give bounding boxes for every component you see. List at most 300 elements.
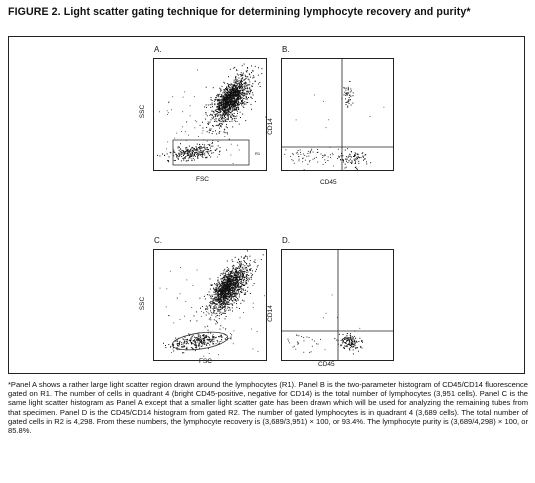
event-dot	[190, 154, 191, 155]
event-dot	[238, 109, 239, 110]
event-dot	[230, 333, 231, 334]
event-dot	[224, 277, 225, 278]
event-dot	[296, 120, 297, 121]
event-dot	[199, 343, 200, 344]
event-dot	[243, 93, 244, 94]
event-dot	[218, 336, 219, 337]
event-dot	[354, 156, 355, 157]
event-dot	[359, 338, 360, 339]
event-dot	[235, 92, 236, 93]
event-dot	[238, 271, 239, 272]
event-dot	[297, 344, 298, 345]
event-dot	[234, 86, 235, 87]
event-dot	[343, 87, 344, 88]
event-dot	[237, 89, 238, 90]
event-dot	[245, 76, 246, 77]
event-dot	[214, 308, 215, 309]
event-dot	[237, 74, 238, 75]
event-dot	[205, 157, 206, 158]
event-dot	[225, 121, 226, 122]
event-dot	[186, 343, 187, 344]
event-dot	[186, 341, 187, 342]
event-dot	[215, 150, 216, 151]
event-dot	[213, 131, 214, 132]
event-dot	[235, 85, 236, 86]
event-dot	[169, 156, 170, 157]
event-dot	[228, 279, 229, 280]
event-dot	[228, 276, 229, 277]
event-dot	[247, 88, 248, 89]
event-dot	[213, 117, 214, 118]
event-dot	[177, 344, 178, 345]
event-dot	[210, 305, 211, 306]
event-dot	[212, 304, 213, 305]
event-dot	[219, 120, 220, 121]
event-dot	[230, 280, 231, 281]
event-dot	[211, 97, 212, 98]
event-dot	[209, 340, 210, 341]
event-dot	[229, 110, 230, 111]
event-dot	[198, 340, 199, 341]
event-dot	[196, 311, 197, 312]
event-dot	[207, 307, 208, 308]
event-dot	[350, 92, 351, 93]
event-dot	[232, 121, 233, 122]
event-dot	[242, 95, 243, 96]
event-dot	[195, 150, 196, 151]
event-dot	[350, 99, 351, 100]
event-dot	[210, 308, 211, 309]
event-dot	[323, 164, 324, 165]
event-dot	[241, 261, 242, 262]
event-dot	[189, 157, 190, 158]
event-dot	[225, 286, 226, 287]
event-dot	[177, 298, 178, 299]
event-dot	[249, 263, 250, 264]
event-dot	[225, 318, 226, 319]
event-dot	[220, 103, 221, 104]
event-dot	[351, 344, 352, 345]
event-dot	[197, 149, 198, 150]
event-dot	[232, 287, 233, 288]
event-dot	[192, 348, 193, 349]
event-dot	[225, 284, 226, 285]
event-dot	[221, 296, 222, 297]
event-dot	[230, 117, 231, 118]
event-dot	[218, 103, 219, 104]
event-dot	[201, 146, 202, 147]
event-dot	[233, 98, 234, 99]
event-dot	[221, 295, 222, 296]
event-dot	[190, 105, 191, 106]
event-dot	[200, 339, 201, 340]
event-dot	[219, 133, 220, 134]
event-dot	[213, 87, 214, 88]
event-dot	[182, 352, 183, 353]
event-dot	[224, 304, 225, 305]
event-dot	[215, 284, 216, 285]
event-dot	[253, 285, 254, 286]
event-dot	[222, 109, 223, 110]
event-dot	[209, 132, 210, 133]
event-dot	[237, 298, 238, 299]
event-dot	[227, 303, 228, 304]
event-dot	[223, 277, 224, 278]
event-dot	[237, 98, 238, 99]
event-dot	[250, 97, 251, 98]
event-dot	[232, 269, 233, 270]
event-dot	[220, 302, 221, 303]
event-dot	[194, 340, 195, 341]
event-dot	[227, 133, 228, 134]
event-dot	[248, 281, 249, 282]
event-dot	[244, 265, 245, 266]
event-dot	[252, 83, 253, 84]
event-dot	[245, 294, 246, 295]
event-dot	[318, 344, 319, 345]
event-dot	[232, 109, 233, 110]
event-dot	[232, 307, 233, 308]
event-dot	[201, 316, 202, 317]
event-dot	[193, 151, 194, 152]
event-dot	[347, 333, 348, 334]
event-dot	[228, 76, 229, 77]
event-dot	[197, 337, 198, 338]
event-dot	[343, 159, 344, 160]
event-dot	[217, 100, 218, 101]
event-dot	[232, 107, 233, 108]
event-dot	[199, 338, 200, 339]
event-dot	[197, 70, 198, 71]
event-dot	[202, 133, 203, 134]
event-dot	[370, 162, 371, 163]
event-dot	[173, 151, 174, 152]
event-dot	[219, 305, 220, 306]
event-dot	[242, 86, 243, 87]
event-dot	[241, 76, 242, 77]
event-dot	[212, 146, 213, 147]
event-dot	[227, 281, 228, 282]
event-dot	[195, 343, 196, 344]
event-dot	[219, 94, 220, 95]
event-dot	[226, 101, 227, 102]
event-dot	[234, 330, 235, 331]
event-dot	[232, 118, 233, 119]
event-dot	[251, 279, 252, 280]
event-dot	[361, 157, 362, 158]
event-dot	[325, 162, 326, 163]
event-dot	[230, 309, 231, 310]
event-dot	[235, 88, 236, 89]
event-dot	[244, 89, 245, 90]
event-dot	[235, 289, 236, 290]
event-dot	[238, 81, 239, 82]
event-dot	[196, 346, 197, 347]
event-dot	[304, 340, 305, 341]
event-dot	[222, 295, 223, 296]
event-dot	[384, 107, 385, 108]
event-dot	[194, 154, 195, 155]
event-dot	[219, 105, 220, 106]
event-dot	[248, 92, 249, 93]
event-dot	[231, 290, 232, 291]
event-dot	[295, 349, 296, 350]
event-dot	[362, 348, 363, 349]
event-dot	[244, 83, 245, 84]
event-dot	[224, 116, 225, 117]
event-dot	[237, 262, 238, 263]
event-dot	[245, 96, 246, 97]
event-dot	[221, 99, 222, 100]
event-dot	[301, 336, 302, 337]
event-dot	[205, 298, 206, 299]
event-dot	[213, 288, 214, 289]
event-dot	[224, 99, 225, 100]
event-dot	[208, 149, 209, 150]
event-dot	[181, 154, 182, 155]
event-dot	[244, 79, 245, 80]
event-dot	[207, 339, 208, 340]
event-dot	[237, 272, 238, 273]
event-dot	[224, 89, 225, 90]
event-dot	[243, 284, 244, 285]
event-dot	[349, 160, 350, 161]
event-dot	[340, 159, 341, 160]
event-dot	[366, 163, 367, 164]
event-dot	[238, 101, 239, 102]
event-dot	[214, 283, 215, 284]
event-dot	[243, 282, 244, 283]
event-dot	[342, 339, 343, 340]
event-dot	[310, 160, 311, 161]
event-dot	[185, 151, 186, 152]
event-dot	[235, 77, 236, 78]
event-dot	[324, 155, 325, 156]
event-dot	[230, 109, 231, 110]
event-dot	[208, 153, 209, 154]
event-dot	[218, 125, 219, 126]
event-dot	[171, 352, 172, 353]
panel-b-label: B.	[282, 45, 290, 54]
event-dot	[226, 310, 227, 311]
event-dot	[178, 159, 179, 160]
event-dot	[185, 131, 186, 132]
event-dot	[293, 160, 294, 161]
event-dot	[195, 153, 196, 154]
event-dot	[219, 286, 220, 287]
event-dot	[228, 97, 229, 98]
event-dot	[217, 301, 218, 302]
event-dot	[219, 124, 220, 125]
event-dot	[215, 313, 216, 314]
event-dot	[206, 151, 207, 152]
event-dot	[234, 90, 235, 91]
event-dot	[226, 150, 227, 151]
event-dot	[302, 161, 303, 162]
event-dot	[238, 91, 239, 92]
event-dot	[204, 155, 205, 156]
event-dot	[226, 94, 227, 95]
event-dot	[311, 150, 312, 151]
event-dot	[219, 318, 220, 319]
event-dot	[212, 303, 213, 304]
event-dot	[229, 297, 230, 298]
event-dot	[240, 267, 241, 268]
event-dot	[212, 299, 213, 300]
event-dot	[208, 121, 209, 122]
event-dot	[173, 349, 174, 350]
event-dot	[242, 81, 243, 82]
event-dot	[227, 114, 228, 115]
event-dot	[343, 341, 344, 342]
event-dot	[165, 345, 166, 346]
event-dot	[225, 113, 226, 114]
event-dot	[214, 103, 215, 104]
event-dot	[255, 81, 256, 82]
event-dot	[231, 97, 232, 98]
event-dot	[212, 341, 213, 342]
event-dot	[242, 289, 243, 290]
event-dot	[216, 321, 217, 322]
event-dot	[353, 344, 354, 345]
event-dot	[186, 149, 187, 150]
event-dot	[234, 99, 235, 100]
event-dot	[212, 140, 213, 141]
event-dot	[207, 123, 208, 124]
event-dot	[247, 265, 248, 266]
event-dot	[228, 282, 229, 283]
event-dot	[186, 280, 187, 281]
event-dot	[226, 337, 227, 338]
event-dot	[351, 160, 352, 161]
event-dot	[215, 291, 216, 292]
event-dot	[179, 341, 180, 342]
event-dot	[181, 152, 182, 153]
event-dot	[218, 354, 219, 355]
event-dot	[226, 113, 227, 114]
event-dot	[220, 275, 221, 276]
event-dot	[215, 308, 216, 309]
event-dot	[200, 145, 201, 146]
event-dot	[250, 260, 251, 261]
event-dot	[224, 91, 225, 92]
event-dot	[227, 261, 228, 262]
event-dot	[218, 296, 219, 297]
event-dot	[220, 108, 221, 109]
event-dot	[187, 341, 188, 342]
event-dot	[352, 103, 353, 104]
event-dot	[357, 153, 358, 154]
event-dot	[218, 287, 219, 288]
event-dot	[250, 89, 251, 90]
event-dot	[225, 289, 226, 290]
event-dot	[212, 142, 213, 143]
event-dot	[265, 117, 266, 118]
event-dot	[215, 305, 216, 306]
event-dot	[242, 103, 243, 104]
event-dot	[230, 93, 231, 94]
event-dot	[213, 126, 214, 127]
event-dot	[298, 335, 299, 336]
event-dot	[233, 91, 234, 92]
event-dot	[302, 158, 303, 159]
event-dot	[245, 262, 246, 263]
event-dot	[191, 156, 192, 157]
event-dot	[219, 112, 220, 113]
event-dot	[362, 156, 363, 157]
event-dot	[244, 257, 245, 258]
event-dot	[226, 104, 227, 105]
event-dot	[232, 108, 233, 109]
event-dot	[218, 95, 219, 96]
event-dot	[210, 307, 211, 308]
event-dot	[192, 153, 193, 154]
event-dot	[350, 89, 351, 90]
event-dot	[238, 105, 239, 106]
event-dot	[219, 315, 220, 316]
event-dot	[242, 300, 243, 301]
event-dot	[235, 105, 236, 106]
event-dot	[355, 167, 356, 168]
event-dot	[247, 94, 248, 95]
event-dot	[176, 154, 177, 155]
event-dot	[204, 344, 205, 345]
event-dot	[224, 118, 225, 119]
event-dot	[232, 90, 233, 91]
event-dot	[196, 152, 197, 153]
event-dot	[209, 305, 210, 306]
event-dot	[229, 283, 230, 284]
event-dot	[231, 84, 232, 85]
event-dot	[240, 86, 241, 87]
event-dot	[215, 297, 216, 298]
event-dot	[238, 92, 239, 93]
event-dot	[255, 260, 256, 261]
event-dot	[193, 285, 194, 286]
event-dot	[230, 279, 231, 280]
event-dot	[326, 313, 327, 314]
panel-c-xlabel: FSC	[199, 358, 212, 365]
event-dot	[238, 266, 239, 267]
event-dot	[213, 343, 214, 344]
event-dot	[216, 337, 217, 338]
event-dot	[241, 94, 242, 95]
event-dot	[212, 339, 213, 340]
event-dot	[224, 282, 225, 283]
event-dot	[349, 348, 350, 349]
event-dot	[346, 341, 347, 342]
event-dot	[223, 270, 224, 271]
event-dot	[190, 149, 191, 150]
event-dot	[188, 135, 189, 136]
event-dot	[228, 273, 229, 274]
event-dot	[168, 161, 169, 162]
event-dot	[226, 283, 227, 284]
event-dot	[289, 342, 290, 343]
event-dot	[205, 149, 206, 150]
event-dot	[230, 87, 231, 88]
event-dot	[237, 80, 238, 81]
event-dot	[232, 261, 233, 262]
event-dot	[327, 160, 328, 161]
event-dot	[233, 85, 234, 86]
event-dot	[219, 309, 220, 310]
event-dot	[209, 339, 210, 340]
event-dot	[312, 346, 313, 347]
event-dot	[186, 348, 187, 349]
event-dot	[230, 112, 231, 113]
event-dot	[246, 278, 247, 279]
